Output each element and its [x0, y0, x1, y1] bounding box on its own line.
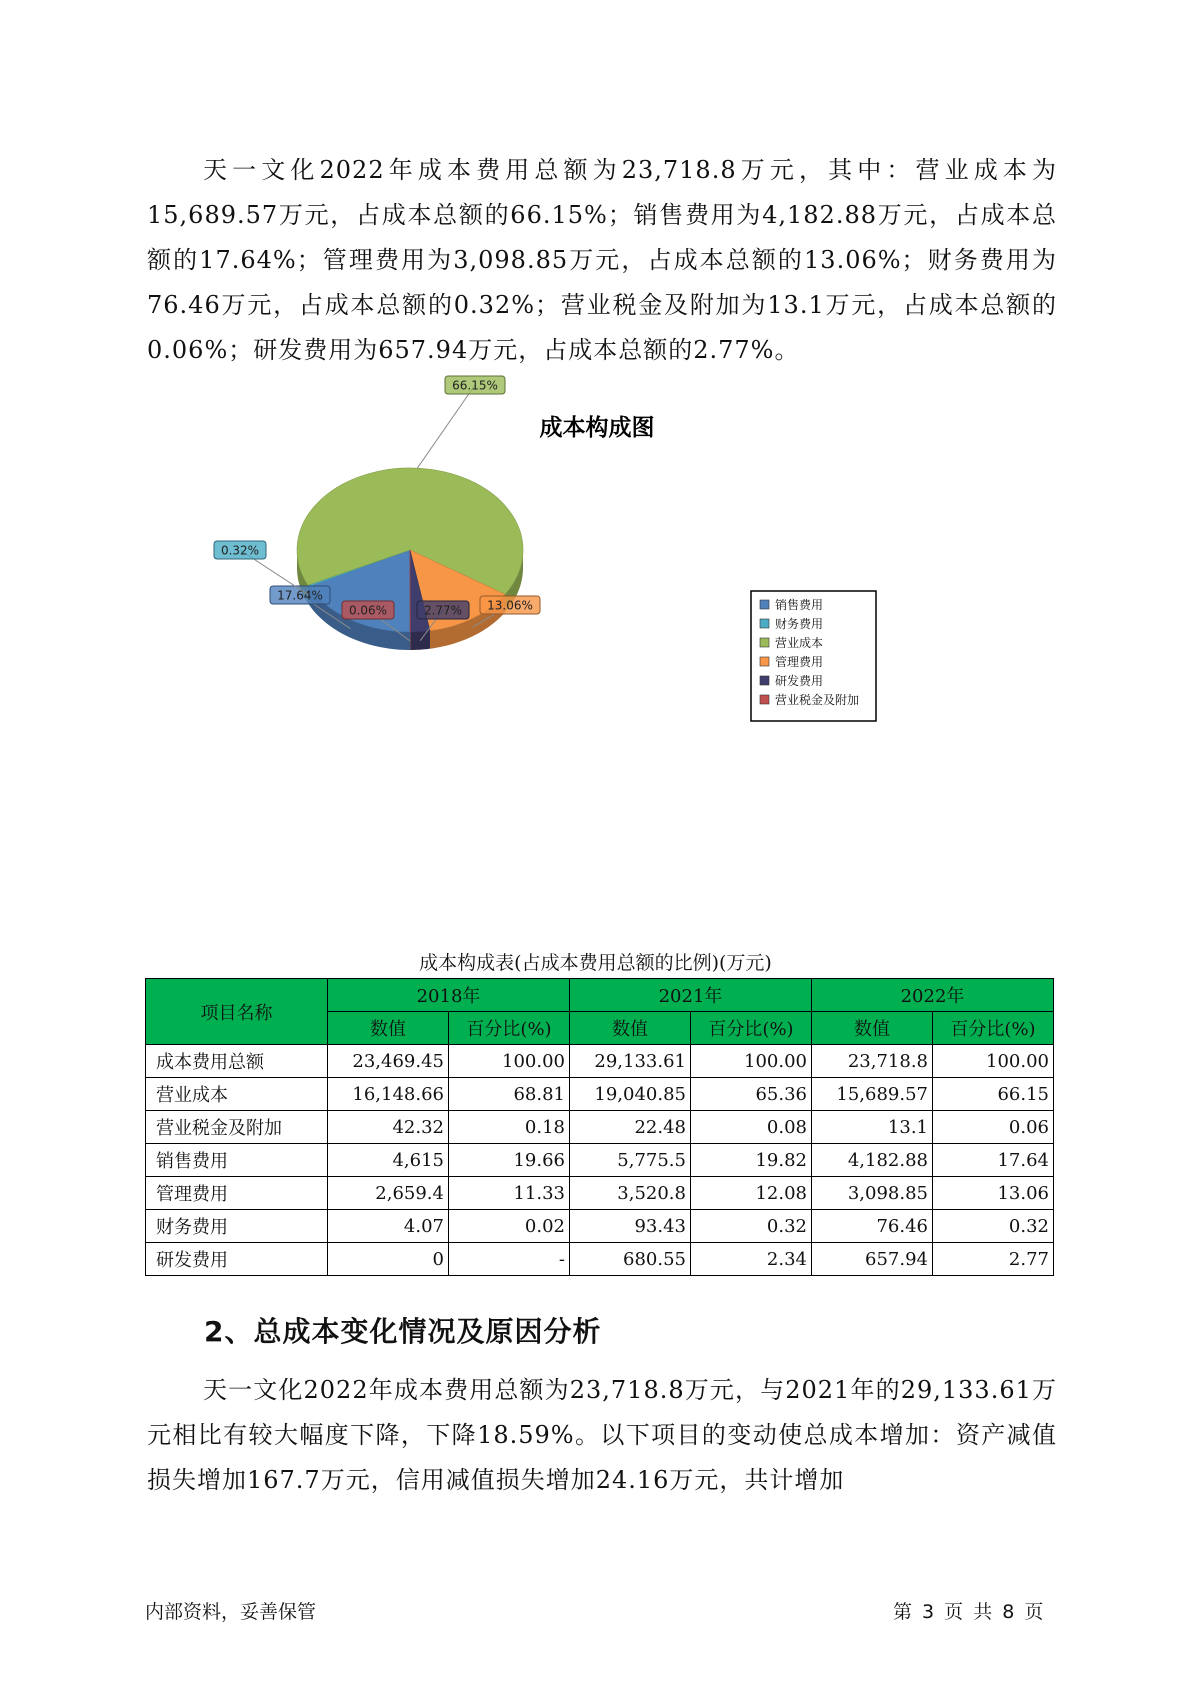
table-row [146, 1243, 1054, 1276]
value-cell: 2,659.4 [328, 1177, 449, 1210]
chart-legend [751, 591, 876, 721]
data-label: 2.77% [423, 603, 463, 618]
value-cell: 13.1 [812, 1111, 933, 1144]
analysis-paragraph [147, 1368, 1057, 1503]
table-row [146, 1177, 1054, 1210]
value-cell: 15,689.57 [812, 1078, 933, 1111]
data-label: 66.15% [452, 378, 498, 393]
row-name-cell: 财务费用 [146, 1210, 328, 1243]
percent-cell: - [449, 1243, 570, 1276]
percent-cell: 17.64 [933, 1144, 1054, 1177]
year-header: 2021年 [570, 979, 812, 1012]
footer-page-number: 第 3 页 共 8 页 [893, 1601, 1044, 1623]
table-caption: 成本构成表(占成本费用总额的比例)(万元) [419, 952, 772, 974]
value-cell: 5,775.5 [570, 1144, 691, 1177]
percent-cell: 0.06 [933, 1111, 1054, 1144]
value-cell: 19,040.85 [570, 1078, 691, 1111]
value-cell: 3,098.85 [812, 1177, 933, 1210]
value-cell: 4.07 [328, 1210, 449, 1243]
table-row [146, 1045, 1054, 1078]
section-heading: 2、总成本变化情况及原因分析 [204, 1315, 602, 1348]
legend-label: 营业税金及附加 [775, 693, 860, 707]
year-header: 2018年 [328, 979, 570, 1012]
value-cell: 42.32 [328, 1111, 449, 1144]
percent-cell: 0.02 [449, 1210, 570, 1243]
legend-label: 销售费用 [775, 598, 824, 612]
percent-header: 百分比(%) [933, 1012, 1054, 1045]
row-name-cell: 销售费用 [146, 1144, 328, 1177]
legend-label: 研发费用 [775, 674, 824, 688]
footer-confidential-note: 内部资料，妥善保管 [145, 1601, 317, 1623]
percent-cell: 12.08 [691, 1177, 812, 1210]
percent-header: 百分比(%) [691, 1012, 812, 1045]
year-header: 2022年 [812, 979, 1054, 1012]
legend-swatch [760, 657, 769, 666]
value-header: 数值 [328, 1012, 449, 1045]
legend-swatch [760, 676, 769, 685]
percent-cell: 2.77 [933, 1243, 1054, 1276]
pie-chart [297, 468, 523, 650]
value-cell: 29,133.61 [570, 1045, 691, 1078]
legend-label: 财务费用 [775, 617, 824, 631]
value-cell: 0 [328, 1243, 449, 1276]
value-cell: 680.55 [570, 1243, 691, 1276]
legend-swatch [760, 638, 769, 647]
legend-swatch [760, 619, 769, 628]
table-body [146, 1045, 1054, 1276]
data-label: 0.06% [348, 603, 388, 618]
value-cell: 3,520.8 [570, 1177, 691, 1210]
percent-cell: 0.32 [691, 1210, 812, 1243]
value-cell: 23,718.8 [812, 1045, 933, 1078]
data-label: 0.32% [220, 543, 260, 558]
percent-cell: 100.00 [933, 1045, 1054, 1078]
row-name-cell: 研发费用 [146, 1243, 328, 1276]
cost-table [145, 978, 1054, 1276]
table-row [146, 1144, 1054, 1177]
value-cell: 93.43 [570, 1210, 691, 1243]
row-name-cell: 营业税金及附加 [146, 1111, 328, 1144]
value-header: 数值 [570, 1012, 691, 1045]
analysis-paragraph-text: 天一文化2022年成本费用总额为23,718.8万元，与2021年的29,133.61万元相比有较大幅度下降，下降18.59%。以下项目的变动使总成本增加：资产减值损失增加167.7万元，信用减值损失增加24.16万元，共计增加 [147, 1376, 1057, 1494]
row-name-cell: 营业成本 [146, 1078, 328, 1111]
row-name-cell: 成本费用总额 [146, 1045, 328, 1078]
table-row [146, 1210, 1054, 1243]
table-row [146, 1078, 1054, 1111]
value-cell: 4,615 [328, 1144, 449, 1177]
table-header-row [146, 979, 1054, 1012]
intro-paragraph-text: 天一文化2022年成本费用总额为23,718.8万元，其中：营业成本为15,689.57万元，占成本总额的66.15%；销售费用为4,182.88万元，占成本总额的17.64%；管理费用为3,098.85万元，占成本总额的13.06%；财务费用为76.46万元，占成本总额的0.32%；营业税金及附加为13.1万元，占成本总额的0.06%；研发费用为657.94万元，占成本总额的2.77%。 [147, 156, 1057, 364]
percent-cell: 100.00 [691, 1045, 812, 1078]
cost-composition-chart [0, 378, 1191, 755]
percent-cell: 65.36 [691, 1078, 812, 1111]
row-name-cell: 管理费用 [146, 1177, 328, 1210]
percent-cell: 11.33 [449, 1177, 570, 1210]
data-label: 13.06% [487, 598, 533, 613]
legend-label: 管理费用 [775, 655, 824, 669]
percent-cell: 100.00 [449, 1045, 570, 1078]
leader-line [417, 385, 475, 468]
percent-cell: 2.34 [691, 1243, 812, 1276]
value-cell: 22.48 [570, 1111, 691, 1144]
legend-label: 营业成本 [775, 636, 824, 650]
percent-cell: 0.18 [449, 1111, 570, 1144]
value-cell: 657.94 [812, 1243, 933, 1276]
value-cell: 16,148.66 [328, 1078, 449, 1111]
percent-cell: 13.06 [933, 1177, 1054, 1210]
legend-swatch [760, 695, 769, 704]
chart-title: 成本构成图 [539, 415, 655, 441]
item-name-header: 项目名称 [146, 979, 328, 1045]
percent-header: 百分比(%) [449, 1012, 570, 1045]
percent-cell: 68.81 [449, 1078, 570, 1111]
value-cell: 23,469.45 [328, 1045, 449, 1078]
percent-cell: 19.82 [691, 1144, 812, 1177]
intro-paragraph [147, 148, 1057, 373]
table-row [146, 1111, 1054, 1144]
data-label: 17.64% [277, 588, 323, 603]
percent-cell: 0.32 [933, 1210, 1054, 1243]
legend-swatch [760, 600, 769, 609]
value-cell: 76.46 [812, 1210, 933, 1243]
value-header: 数值 [812, 1012, 933, 1045]
percent-cell: 19.66 [449, 1144, 570, 1177]
percent-cell: 66.15 [933, 1078, 1054, 1111]
percent-cell: 0.08 [691, 1111, 812, 1144]
value-cell: 4,182.88 [812, 1144, 933, 1177]
